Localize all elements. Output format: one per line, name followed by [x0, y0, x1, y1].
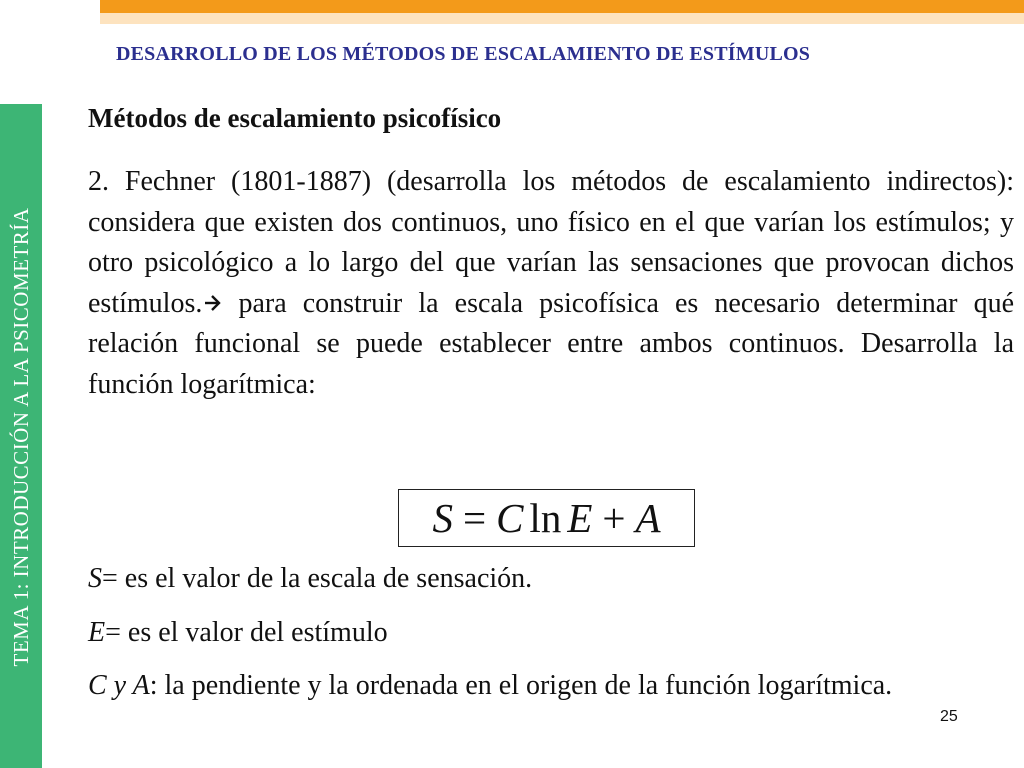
formula-plus: + [602, 495, 626, 541]
formula-a: A [635, 495, 661, 541]
formula-box [398, 489, 695, 547]
definition-e-var: E [88, 617, 106, 648]
section-heading: Métodos de escalamiento psicofísico [88, 103, 502, 133]
formula-e: E [567, 495, 593, 541]
paragraph-part-2: para construir la escala psicofísica es necesario determinar qué relación funcional se puede establecer entre ambos continuos. Desarrolla la función logarítmica: [88, 287, 1014, 400]
page-number: 25 [940, 708, 958, 725]
paragraph-part-1: 2. Fechner (1801-1887) (desarrolla los métodos de escalamiento indirectos): considera que existen dos continuos, uno físico en el que varían los estímulos; y otro psicológico a lo largo del que varían las sensaciones que provocan dichos estímulos. [88, 166, 1014, 319]
formula-s: S [432, 495, 453, 541]
main-paragraph [88, 162, 1014, 405]
definition-s-text: = es el valor de la escala de sensación. [102, 563, 533, 594]
right-arrow-icon [204, 293, 222, 313]
definition-e-text: = es el valor del estímulo [105, 617, 388, 648]
definition-ca-text: : la pendiente y la ordenada en el origen de la función logarítmica. [149, 670, 893, 701]
side-label: TEMA 1: INTRODUCCIÓN A LA PSICOMETRÍA [9, 207, 33, 667]
top-accent-bar-light [100, 13, 1024, 24]
formula-equals: = [462, 495, 487, 541]
formula-c: C [496, 495, 524, 541]
definition-e [88, 617, 388, 649]
definition-s-var: S [88, 563, 102, 594]
formula-ln: ln [529, 495, 562, 541]
top-accent-bar [100, 0, 1024, 13]
definition-s [88, 563, 532, 595]
header-title: DESARROLLO DE LOS MÉTODOS DE ESCALAMIENTO DE ESTÍMULOS [116, 43, 811, 65]
definition-c-a [88, 670, 1014, 701]
definition-ca-var: C y A [88, 670, 150, 701]
